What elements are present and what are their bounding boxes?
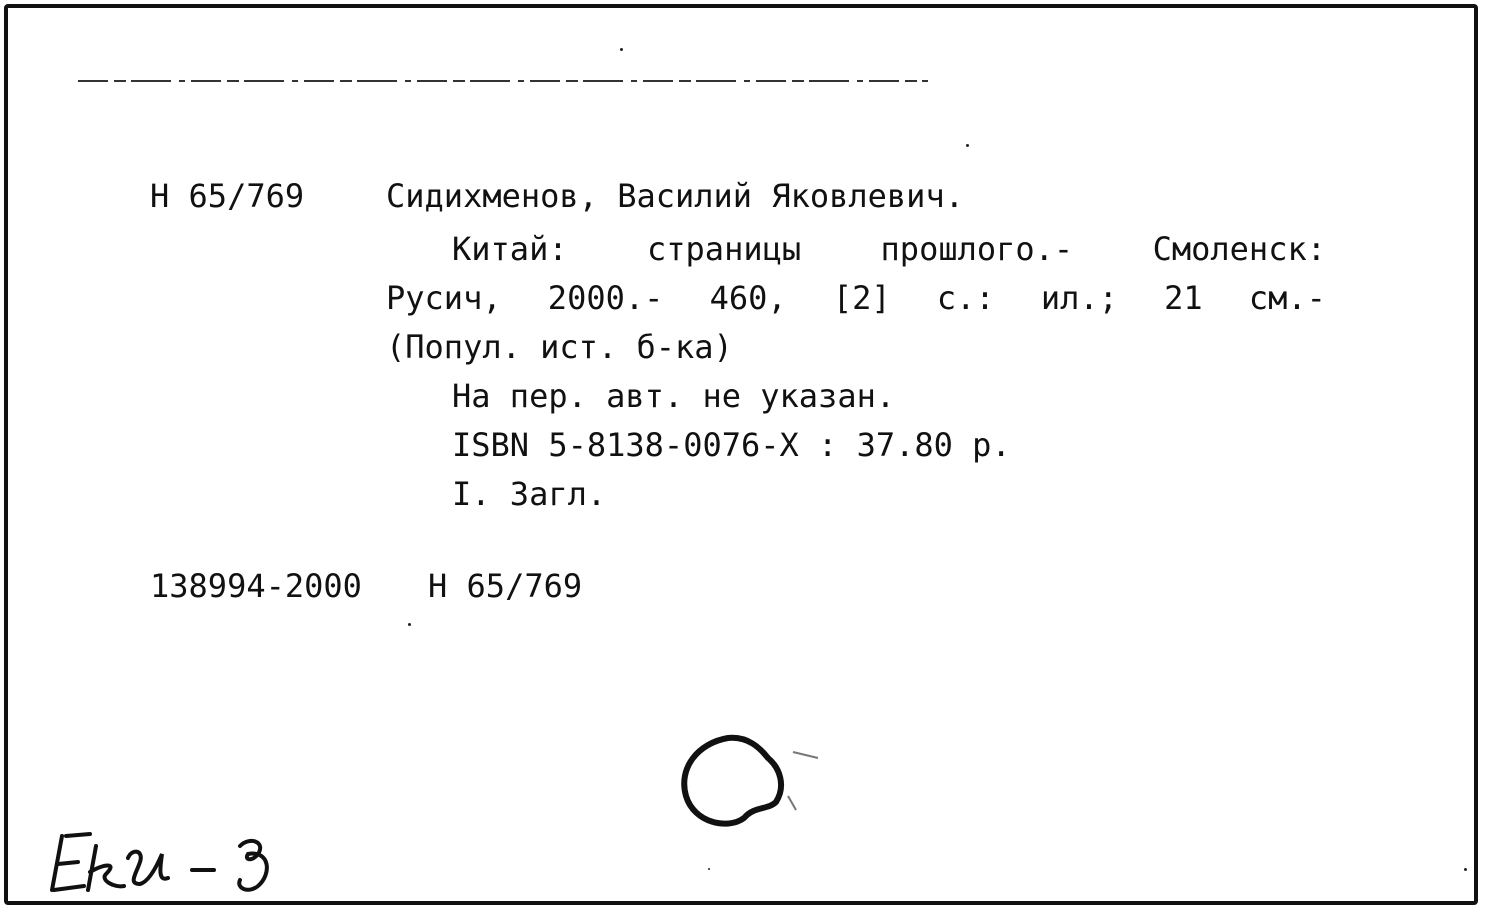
dust-speck	[408, 623, 411, 626]
handwritten-mark	[44, 828, 304, 898]
dust-speck	[620, 48, 623, 51]
publication-word: 2000.-	[547, 279, 664, 317]
publication-word: см.-	[1248, 279, 1326, 317]
accession-number: 138994-2000	[150, 567, 362, 605]
publication-word: 460,	[709, 279, 787, 317]
dust-speck	[966, 144, 969, 147]
tracing-line: I. Загл.	[452, 475, 607, 513]
title-word: Китай:	[452, 230, 568, 268]
dashed-rule	[78, 78, 928, 84]
accession-call-number: Н 65/769	[428, 567, 583, 605]
punch-hole-mark	[668, 718, 828, 848]
publication-word: 21	[1164, 279, 1203, 317]
title-line	[386, 230, 1326, 279]
note-line: На пер. авт. не указан.	[452, 377, 896, 415]
author-heading: Сидихменов, Василий Яковлевич.	[386, 177, 964, 215]
publication-word: Русич,	[386, 279, 502, 317]
dust-speck	[1464, 868, 1467, 871]
publication-word: [2]	[832, 279, 891, 317]
series-line: (Попул. ист. б-ка)	[386, 328, 733, 366]
publication-word: ил.;	[1040, 279, 1118, 317]
isbn-price-line: ISBN 5-8138-0076-X : 37.80 р.	[452, 426, 1011, 464]
dust-speck	[708, 868, 710, 870]
title-word: Смоленск:	[1152, 230, 1326, 268]
bibliographic-description	[386, 230, 1326, 524]
title-word: прошлого.-	[880, 230, 1074, 268]
call-number: Н 65/769	[150, 177, 305, 215]
publication-line	[386, 279, 1326, 328]
catalog-card	[4, 4, 1478, 905]
publication-word: с.:	[936, 279, 995, 317]
title-word: страницы	[647, 230, 802, 268]
